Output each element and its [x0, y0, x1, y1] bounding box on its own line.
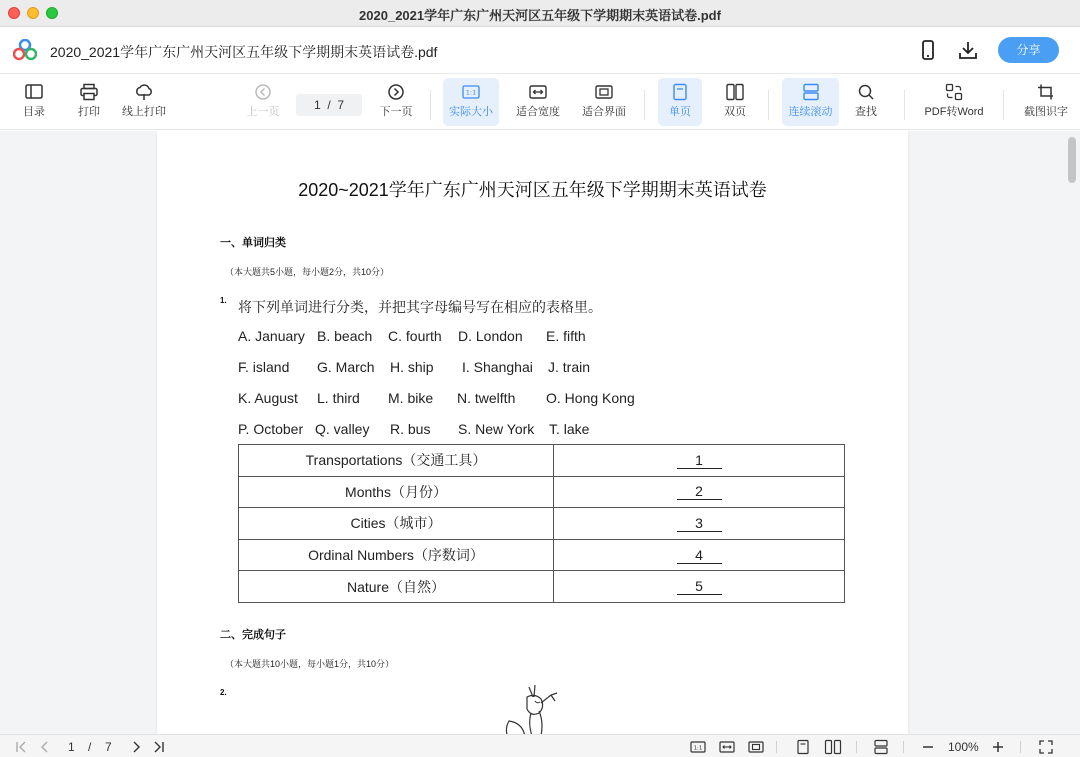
continuous-scroll-icon: [801, 83, 821, 101]
app-logo-icon: [13, 39, 37, 61]
status-actual-size-badge: 1:1: [693, 745, 703, 752]
actual-size-label: 实际大小: [449, 106, 493, 118]
status-divider: [856, 741, 857, 753]
double-page-icon: [824, 739, 842, 755]
status-divider: [776, 741, 777, 753]
prev-page-label: 上一页: [246, 106, 280, 118]
toolbar-divider: [430, 90, 431, 120]
word-option: D. London: [458, 328, 523, 344]
current-page: 1: [313, 98, 321, 112]
continuous-scroll-button[interactable]: [782, 78, 839, 126]
word-option: O. Hong Kong: [546, 390, 635, 406]
section-note: （本大题共5小题，每小题2分，共10分）: [225, 267, 390, 277]
actual-size-button[interactable]: [443, 78, 499, 126]
word-option: T. lake: [549, 421, 590, 437]
first-page-button[interactable]: [14, 739, 28, 755]
ocr-label: 截图识字: [1024, 106, 1068, 118]
status-single-page-button[interactable]: [795, 739, 811, 755]
word-option: M. bike: [388, 390, 434, 406]
online-print-label: 线上打印: [122, 106, 166, 118]
blank-cell: [554, 508, 845, 540]
chevron-right-circle-icon: [386, 83, 406, 101]
word-option: I. Shanghai: [462, 359, 533, 375]
convert-icon: [944, 83, 964, 101]
word-option: H. ship: [390, 359, 434, 375]
printer-icon: [79, 83, 99, 101]
question-number: 2.: [220, 688, 227, 697]
section-heading: 二、完成句子: [220, 629, 286, 641]
blank-cell: [554, 476, 845, 508]
chevron-left-icon: [38, 739, 52, 755]
double-page-icon: [725, 83, 745, 101]
blank-cell: [554, 571, 845, 603]
classification-table: [238, 444, 845, 603]
share-button[interactable]: 分享: [998, 37, 1059, 63]
continuous-scroll-icon: [873, 739, 889, 755]
next-page-label: 下一页: [379, 106, 413, 118]
answer-blank: 1: [677, 453, 722, 469]
ocr-button[interactable]: [1018, 78, 1074, 126]
fullscreen-button[interactable]: [1038, 739, 1054, 755]
section-note: （本大题共10小题，每小题1分，共10分）: [225, 659, 395, 669]
search-icon: [856, 83, 876, 101]
double-page-label: 双页: [724, 106, 746, 118]
crop-icon: [1036, 83, 1056, 101]
print-button[interactable]: [69, 78, 109, 126]
last-page-icon: [152, 739, 166, 755]
last-page-button[interactable]: [152, 739, 166, 755]
toolbar-divider: [644, 90, 645, 120]
next-page-button[interactable]: [376, 78, 416, 126]
status-actual-size-button[interactable]: [690, 739, 706, 755]
answer-blank: 2: [677, 484, 722, 500]
vertical-scrollbar[interactable]: [1068, 137, 1076, 183]
word-option: R. bus: [390, 421, 431, 437]
word-option: L. third: [317, 390, 360, 406]
blank-cell: [554, 539, 845, 571]
fit-width-icon: [719, 739, 735, 755]
single-page-label: 单页: [669, 106, 691, 118]
minus-icon: [921, 739, 935, 755]
word-option: C. fourth: [388, 328, 442, 344]
category-cell: Transportations（交通工具）: [239, 445, 554, 477]
answer-blank: 5: [677, 579, 722, 595]
status-page-separator: /: [88, 740, 92, 754]
table-row: [239, 508, 845, 540]
word-option: G. March: [317, 359, 375, 375]
next-page-status-button[interactable]: [129, 739, 143, 755]
single-page-button[interactable]: [658, 78, 702, 126]
chevron-right-icon: [129, 739, 143, 755]
cartoon-illustration: [497, 681, 577, 734]
zoom-level[interactable]: 100%: [948, 740, 979, 754]
online-print-button[interactable]: [118, 78, 170, 126]
fit-width-label: 适合宽度: [516, 106, 560, 118]
word-option: N. twelfth: [457, 390, 516, 406]
blank-cell: [554, 445, 845, 477]
actual-size-icon: [461, 83, 481, 101]
question-prompt: 将下列单词进行分类，并把其字母编号写在相应的表格里。: [238, 299, 602, 315]
prev-page-button[interactable]: [243, 78, 283, 126]
fit-page-icon: [748, 739, 764, 755]
status-total-pages: 7: [105, 740, 112, 754]
word-option: B. beach: [317, 328, 373, 344]
word-option: F. island: [238, 359, 290, 375]
find-button[interactable]: [846, 78, 886, 126]
toolbar: [0, 74, 1080, 130]
status-current-page[interactable]: 1: [68, 740, 75, 754]
word-option: K. August: [238, 390, 298, 406]
exam-title: 2020~2021学年广东广州天河区五年级下学期期末英语试卷: [298, 180, 767, 200]
fit-page-label: 适合界面: [582, 106, 626, 118]
find-label: 查找: [855, 106, 877, 118]
fullscreen-icon: [1038, 739, 1054, 755]
table-row: [239, 571, 845, 603]
category-cell: Cities（城市）: [239, 508, 554, 540]
page-separator: /: [327, 98, 331, 112]
window-title-bar: [0, 0, 1080, 27]
question-number: 1.: [220, 296, 227, 305]
status-double-page-button[interactable]: [824, 739, 842, 755]
toolbar-divider: [904, 90, 905, 120]
actual-size-badge: 1:1: [465, 88, 477, 97]
status-bar: [0, 734, 1080, 757]
toc-button[interactable]: [14, 78, 54, 126]
toc-label: 目录: [23, 106, 45, 118]
single-page-icon: [670, 83, 690, 101]
zoom-in-button[interactable]: [991, 739, 1005, 755]
pdf-to-word-label: PDF转Word: [924, 106, 984, 118]
table-row: [239, 539, 845, 571]
status-fit-width-button[interactable]: [719, 739, 735, 755]
zoom-out-button[interactable]: [921, 739, 935, 755]
phone-icon[interactable]: [917, 39, 939, 61]
word-option: Q. valley: [315, 421, 370, 437]
status-fit-page-button[interactable]: [748, 739, 764, 755]
document-viewport[interactable]: [0, 131, 1080, 734]
toolbar-divider: [1003, 90, 1004, 120]
table-row: [239, 445, 845, 477]
continuous-scroll-label: 连续滚动: [788, 106, 833, 118]
fit-width-button[interactable]: [512, 78, 564, 126]
word-option: S. New York: [458, 421, 535, 437]
category-cell: Nature（自然）: [239, 571, 554, 603]
word-option: A. January: [238, 328, 305, 344]
print-label: 打印: [78, 106, 100, 118]
document-title: 2020_2021学年广东广州天河区五年级下学期期末英语试卷.pdf: [50, 44, 438, 60]
single-page-icon: [795, 739, 811, 755]
window-title: 2020_2021学年广东广州天河区五年级下学期期末英语试卷.pdf: [359, 8, 721, 23]
table-row: [239, 476, 845, 508]
fit-page-button[interactable]: [578, 78, 630, 126]
total-pages: 7: [337, 98, 345, 112]
word-option: J. train: [548, 359, 591, 375]
status-divider: [1020, 741, 1021, 753]
download-icon[interactable]: [957, 39, 979, 61]
pdf-page: [157, 131, 908, 734]
toc-icon: [24, 83, 44, 101]
word-option: E. fifth: [546, 328, 586, 344]
fit-width-icon: [528, 83, 548, 101]
category-cell: Months（月份）: [239, 476, 554, 508]
plus-icon: [991, 739, 1005, 755]
first-page-icon: [14, 739, 28, 755]
status-divider: [903, 741, 904, 753]
section-heading: 一、单词归类: [220, 237, 286, 249]
cloud-print-icon: [134, 83, 154, 101]
answer-blank: 3: [677, 516, 722, 532]
double-page-button[interactable]: [713, 78, 757, 126]
actual-size-icon: [690, 739, 706, 755]
page-number-input[interactable]: [296, 94, 362, 116]
word-option: P. October: [238, 421, 304, 437]
answer-blank: 4: [677, 548, 722, 564]
prev-page-status-button[interactable]: [38, 739, 52, 755]
category-cell: Ordinal Numbers（序数词）: [239, 539, 554, 571]
app-header: [0, 27, 1080, 74]
toolbar-divider: [768, 90, 769, 120]
status-continuous-scroll-button[interactable]: [873, 739, 889, 755]
fit-page-icon: [594, 83, 614, 101]
chevron-left-circle-icon: [253, 83, 273, 101]
pdf-to-word-button[interactable]: [919, 78, 989, 126]
